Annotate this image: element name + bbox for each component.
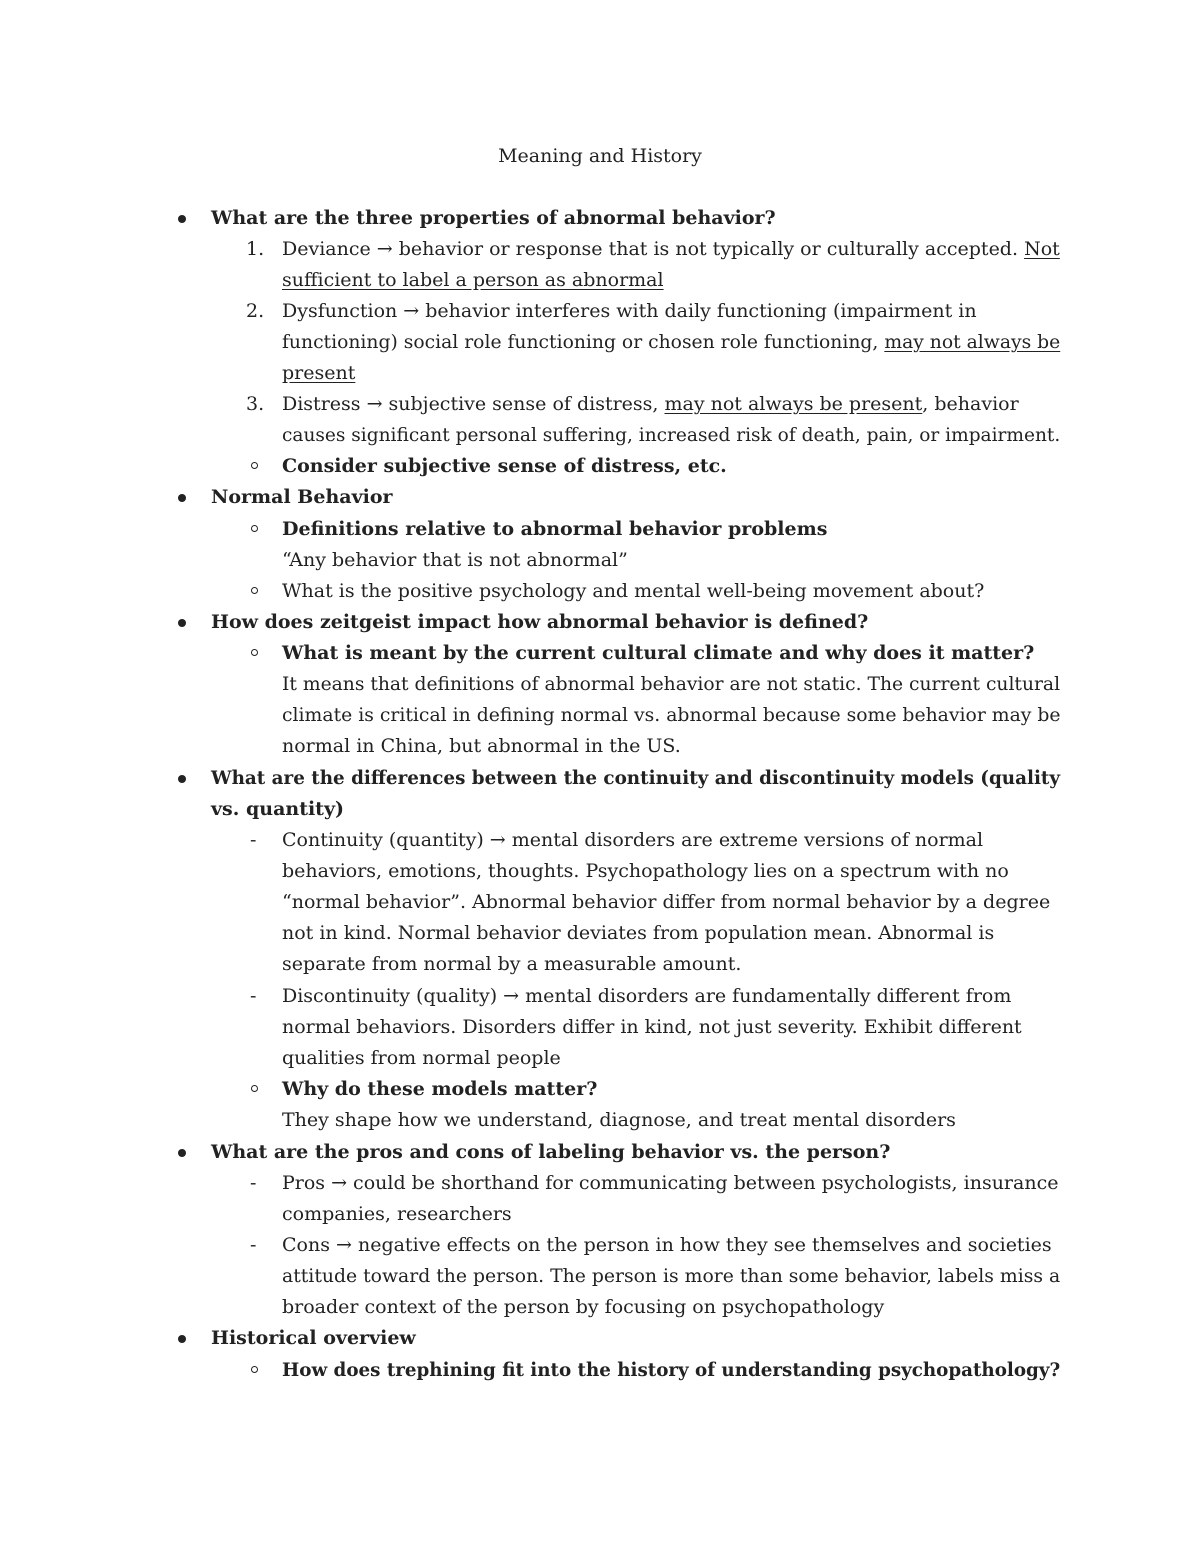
question-heading: What are the differences between the continuity and discontinuity models (quality: [211, 767, 1061, 789]
dash-marker: -: [250, 829, 257, 851]
dash-text: normal behaviors. Disorders differ in kind, not just severity. Exhibit different: [282, 1016, 1022, 1038]
circle-bullet-icon: [251, 462, 258, 469]
question-heading: What are the pros and cons of labeling behavior vs. the person?: [211, 1141, 891, 1163]
list-text: functioning) social role functioning or chosen role functioning, may not always be: [282, 331, 1061, 353]
dash-text: Cons → negative effects on the person in how they see themselves and societies: [282, 1234, 1052, 1256]
bullet-icon: [178, 1335, 186, 1343]
dash-marker: -: [250, 1172, 257, 1194]
answer-text: climate is critical in defining normal vs. abnormal because some behavior may be: [282, 704, 1061, 726]
circle-bullet-icon: [251, 525, 258, 532]
list-text: Deviance → behavior or response that is not typically or culturally accepted. Not: [282, 238, 1060, 260]
bullet-icon: [178, 494, 186, 502]
bullet-icon: [178, 775, 186, 783]
dash-text: “normal behavior”. Abnormal behavior differ from normal behavior by a degree: [282, 891, 1051, 913]
bullet-icon: [178, 215, 186, 223]
dash-marker: -: [250, 1234, 257, 1256]
circle-bullet-icon: [251, 1085, 258, 1092]
circle-bullet-icon: [251, 587, 258, 594]
dash-marker: -: [250, 985, 257, 1007]
sub-question: What is the positive psychology and mental well-being movement about?: [282, 580, 985, 602]
list-text: Distress → subjective sense of distress, may not always be present, behavior: [282, 393, 1019, 415]
list-text: Dysfunction → behavior interferes with daily functioning (impairment in: [282, 300, 977, 322]
dash-text: Pros → could be shorthand for communicating between psychologists, insurance: [282, 1172, 1059, 1194]
sub-question: How does trephining fit into the history of understanding psychopathology?: [282, 1359, 1061, 1381]
dash-text: Discontinuity (quality) → mental disorders are fundamentally different from: [282, 985, 1012, 1007]
answer-text: normal in China, but abnormal in the US.: [282, 735, 681, 757]
page-title: Meaning and History: [498, 145, 702, 167]
list-number: 1.: [246, 238, 265, 260]
answer-text: “Any behavior that is not abnormal”: [282, 549, 628, 571]
list-text: causes significant personal suffering, increased risk of death, pain, or impairment.: [282, 424, 1061, 446]
list-text: sufficient to label a person as abnormal: [282, 269, 664, 291]
dash-text: separate from normal by a measurable amount.: [282, 953, 742, 975]
question-heading: vs. quantity): [211, 798, 344, 820]
bullet-icon: [178, 619, 186, 627]
bullet-icon: [178, 1149, 186, 1157]
dash-text: companies, researchers: [282, 1203, 512, 1225]
dash-text: qualities from normal people: [282, 1047, 561, 1069]
question-heading: Historical overview: [211, 1327, 416, 1349]
dash-text: behaviors, emotions, thoughts. Psychopathology lies on a spectrum with no: [282, 860, 1009, 882]
dash-text: Continuity (quantity) → mental disorders are extreme versions of normal: [282, 829, 984, 851]
sub-question: Why do these models matter?: [282, 1078, 598, 1100]
sub-question: What is meant by the current cultural climate and why does it matter?: [282, 642, 1035, 664]
dash-text: broader context of the person by focusing on psychopathology: [282, 1296, 885, 1318]
question-heading: Normal Behavior: [211, 486, 393, 508]
list-number: 3.: [246, 393, 265, 415]
list-number: 2.: [246, 300, 265, 322]
dash-text: attitude toward the person. The person is more than some behavior, labels miss a: [282, 1265, 1061, 1287]
question-heading: How does zeitgeist impact how abnormal behavior is defined?: [211, 611, 869, 633]
sub-question: Definitions relative to abnormal behavior problems: [282, 518, 828, 540]
sub-question: Consider subjective sense of distress, etc.: [282, 455, 727, 477]
list-text: present: [282, 362, 356, 384]
circle-bullet-icon: [251, 1366, 258, 1373]
answer-text: It means that definitions of abnormal behavior are not static. The current cultural: [282, 673, 1061, 695]
answer-text: They shape how we understand, diagnose, and treat mental disorders: [282, 1109, 956, 1131]
question-heading: What are the three properties of abnormal behavior?: [211, 207, 776, 229]
circle-bullet-icon: [251, 649, 258, 656]
dash-text: not in kind. Normal behavior deviates from population mean. Abnormal is: [282, 922, 995, 944]
